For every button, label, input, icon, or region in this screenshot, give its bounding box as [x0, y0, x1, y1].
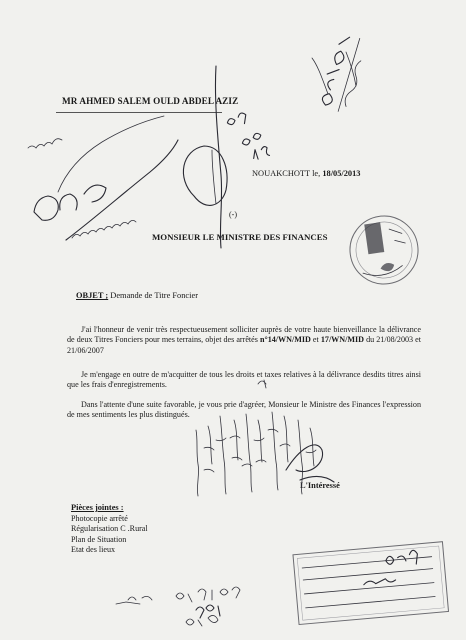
sender-name: MR AHMED SALEM OULD ABDEL AZIZ — [62, 96, 239, 106]
recipient-line: MONSIEUR LE MINISTRE DES FINANCES — [152, 232, 328, 242]
attachment-item: Plan de Situation — [71, 534, 127, 544]
handwritten-note-left — [28, 116, 178, 240]
letter-date: 18/05/2013 — [322, 169, 361, 178]
round-stamp — [346, 212, 423, 289]
attachment-item: Régularisation C .Rural — [71, 524, 148, 534]
place-label: NOUAKCHOTT le, — [252, 169, 321, 178]
handwritten-stroke — [215, 66, 221, 248]
attachments-title: Pièces jointes : — [71, 503, 124, 512]
attachment-item: Etat des lieux — [71, 545, 116, 555]
handwritten-arabic-notes — [196, 412, 334, 496]
signature-label: L'Intéressé — [300, 481, 340, 490]
paragraph-request: J'ai l'honneur de venir très respectueusement solliciter auprès de votre haute bienveillance la délivrance de deux Titres Fonciers pour mes terrains, objet des arrêtés n°14/WN/MID et 17/WN/MID du 21/08/2003 et 21/06/2007 — [67, 325, 421, 355]
arrete-ref-2: 17/WN/MID — [320, 335, 365, 345]
handwritten-loop — [183, 146, 227, 205]
subject-text: Demande de Titre Foncier — [110, 291, 198, 300]
attachment-item: Photocopie arrêté — [71, 514, 128, 523]
arrete-ref-1: n°14/WN/MID — [259, 335, 311, 345]
section-marker: (-) — [229, 210, 237, 219]
paragraph-commitment: Je m'engage en outre de m'acquitter de tous les droits et taxes relatives à la délivrance desdits titres ainsi que les frais d'enregistrements. — [67, 370, 421, 390]
subject-label: OBJET ; — [76, 291, 109, 300]
handwritten-date-bottom — [116, 587, 240, 626]
handwritten-note-top-right — [317, 32, 370, 114]
handwritten-numbers-top — [226, 109, 270, 165]
rectangular-stamp — [293, 542, 449, 625]
paragraph-closing: Dans l'attente d'une suite favorable, je vous prie d'agréer, Monsieur le Ministre des Finances l'expression de mes sentiments les plus distingués. — [67, 400, 421, 420]
